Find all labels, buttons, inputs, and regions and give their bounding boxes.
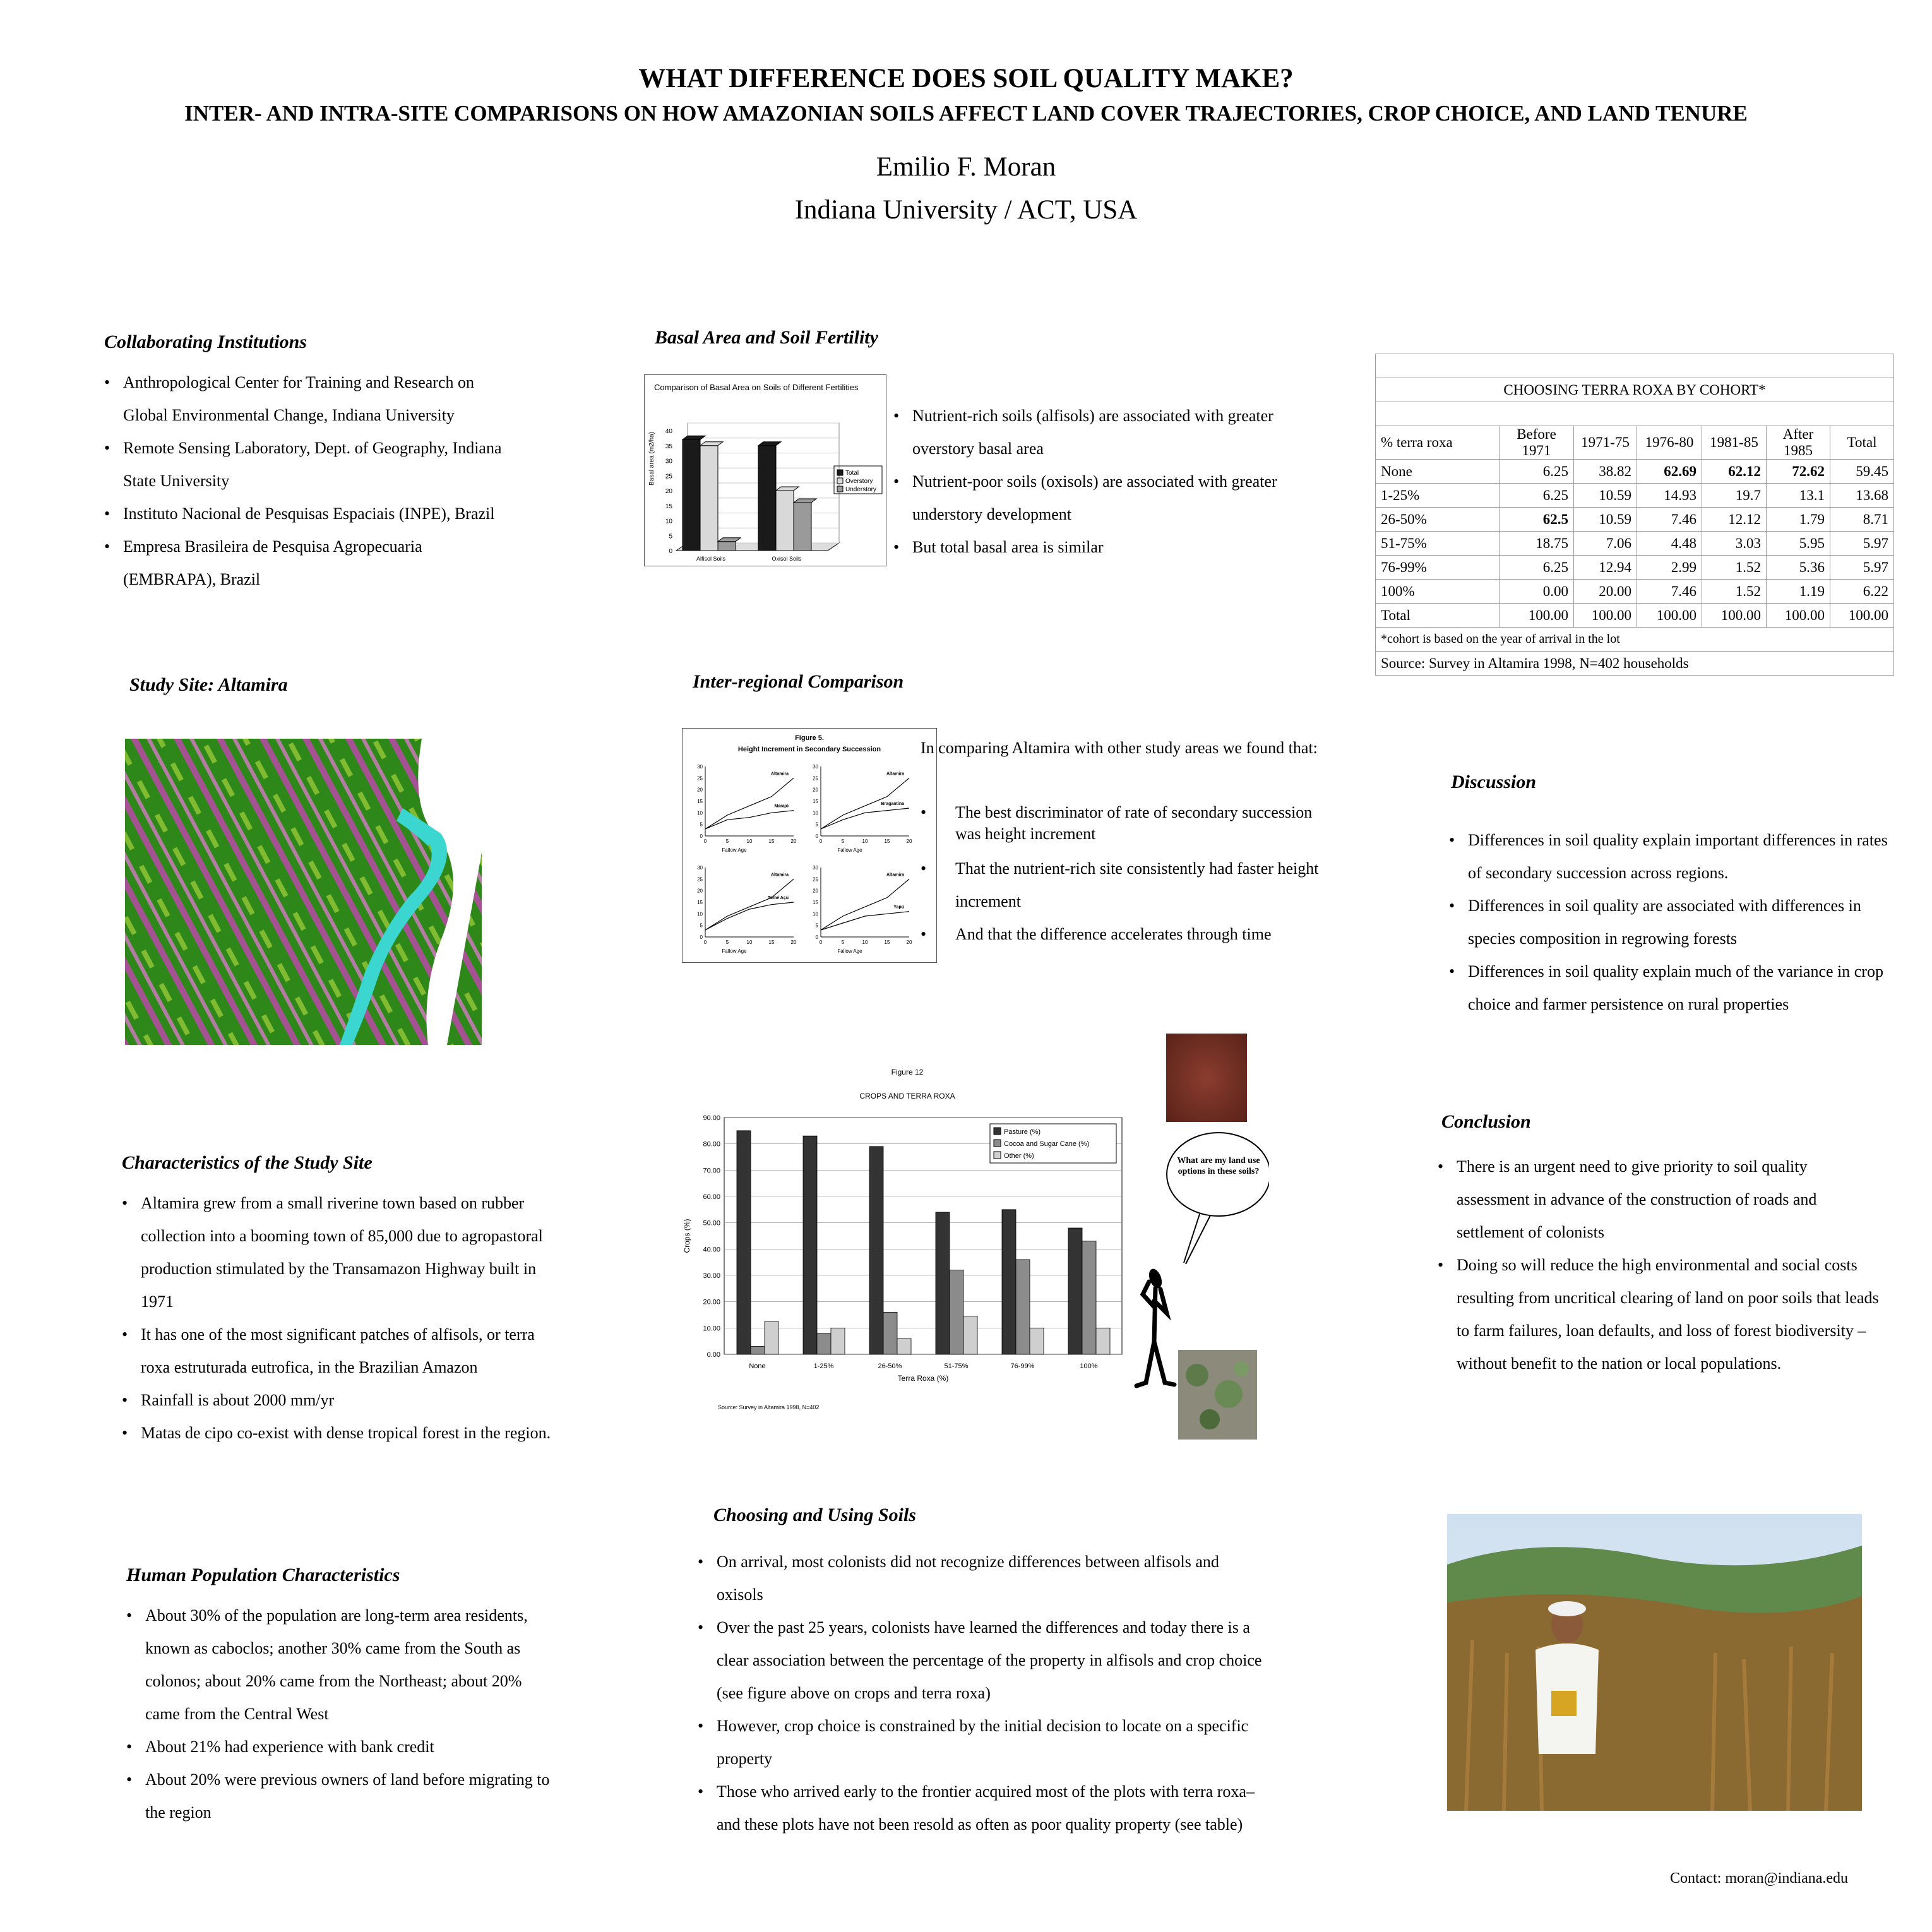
y-tick-label: 30	[697, 865, 703, 871]
characteristics-list	[122, 1187, 551, 1450]
x-axis-label: Terra Roxa (%)	[897, 1374, 949, 1383]
table-cell: 13.68	[1830, 484, 1894, 508]
table-cell: 62.12	[1702, 460, 1767, 484]
x-tick-label: 76-99%	[1010, 1363, 1035, 1370]
y-tick-label: 5	[815, 922, 818, 929]
choosing-heading: Choosing and Using Soils	[713, 1505, 916, 1525]
table-cell: 1.19	[1767, 580, 1830, 604]
basal-heading: Basal Area and Soil Fertility	[655, 327, 878, 348]
x-tick-label: 0	[703, 838, 707, 844]
table-cell: 10.59	[1574, 508, 1637, 532]
x-tick-label: 20	[906, 838, 912, 844]
table-cell: 100.00	[1702, 604, 1767, 628]
inter-intro-text: In comparing Altamira with other study areas we found that:	[921, 739, 1318, 757]
y-tick-label: 20	[813, 888, 818, 894]
table-row	[1376, 604, 1894, 628]
poor-soil-photo	[1178, 1350, 1257, 1440]
x-tick-label: 100%	[1080, 1363, 1098, 1370]
list-item: • But total basal area is similar	[893, 531, 1329, 564]
series-line	[705, 879, 794, 930]
y-tick-label: 80.00	[703, 1140, 720, 1148]
speech-bubble-text: What are my land use options in these soils?	[1177, 1156, 1260, 1176]
conclusion-list	[1438, 1150, 1880, 1380]
legend-swatch	[994, 1140, 1001, 1147]
inter-intro	[921, 737, 1325, 759]
list-item: • Doing so will reduce the high environmental and social costs resulting from uncritical clearing of land on poor soils that leads to farm failures, loan defaults, and loss of forest biodiversity – without benefit to the nation or local populations.	[1438, 1249, 1880, 1380]
red-soil-photo	[1166, 1034, 1247, 1122]
list-item: • On arrival, most colonists did not recognize differences between alfisols and oxisols	[698, 1546, 1222, 1611]
table-cell: 8.71	[1830, 508, 1894, 532]
list-item: • Differences in soil quality explain much of the variance in crop choice and farmer persistence on rural properties	[1449, 955, 1904, 1021]
table-row	[1376, 532, 1894, 556]
table-cell: 5.95	[1767, 532, 1830, 556]
y-tick-label: 10	[697, 810, 703, 816]
list-item: • The best discriminator of rate of secondary succession was height increment	[921, 802, 1325, 845]
table-cell: 5.97	[1830, 556, 1894, 580]
y-tick-label: 15	[665, 503, 672, 510]
y-axis-label: Basal area (m2/ha)	[648, 431, 655, 486]
table-cell: 2.99	[1637, 556, 1702, 580]
bar	[817, 1333, 831, 1354]
table-row	[1376, 508, 1894, 532]
y-tick-label: 5	[815, 821, 818, 828]
discussion-heading: Discussion	[1451, 772, 1537, 792]
bar	[718, 542, 736, 551]
x-tick-label: 10	[746, 939, 753, 945]
cohort-table-source: Source: Survey in Altamira 1998, N=402 households	[1381, 655, 1689, 671]
bar	[737, 1131, 751, 1354]
list-item: • Rainfall is about 2000 mm/yr	[122, 1384, 551, 1417]
table-cell: 10.59	[1574, 484, 1637, 508]
list-item: • Nutrient-rich soils (alfisols) are associated with greater overstory basal area	[893, 400, 1329, 465]
table-header-row	[1376, 426, 1894, 460]
y-tick-label: 30	[665, 458, 672, 465]
list-item: • There is an urgent need to give priority to soil quality assessment in advance of the construction of roads and settlement of colonists	[1438, 1150, 1873, 1249]
table-cell: 26-50%	[1376, 508, 1500, 532]
x-tick-label: 15	[768, 939, 775, 945]
x-tick-label: 20	[906, 939, 912, 945]
x-tick-label: 10	[746, 838, 753, 844]
bar	[883, 1312, 897, 1354]
table-row	[1376, 460, 1894, 484]
y-tick-label: 40	[665, 428, 672, 435]
series-line	[705, 811, 794, 829]
legend-swatch	[837, 478, 843, 484]
list-item: • About 30% of the population are long-term area residents, known as caboclos; another 30% came from the South as colonos; about 20% came from the Northeast; about 20% came from the Central West	[126, 1599, 552, 1731]
y-tick-label: 30.00	[703, 1272, 720, 1280]
x-tick-label: 5	[725, 838, 729, 844]
list-item: • Over the past 25 years, colonists have learned the differences and today there is a clear association between the percentage of the property in alfisols and crop choice (see figure above on crops and terra roxa)	[698, 1611, 1272, 1710]
cohort-table	[1375, 354, 1894, 676]
bar-top	[776, 487, 799, 491]
y-tick-label: 70.00	[703, 1167, 720, 1175]
table-header-cell: 1981-85	[1702, 426, 1767, 460]
list-item: • That the nutrient-rich site consistently had faster height increment	[921, 852, 1325, 918]
x-tick-label: 0	[819, 838, 823, 844]
series-label: Altamira	[886, 772, 904, 777]
population-heading: Human Population Characteristics	[126, 1565, 400, 1585]
list-item: • Matas de cipo co-exist with dense tropical forest in the region.	[122, 1417, 551, 1450]
table-cell: 14.93	[1637, 484, 1702, 508]
bar	[1002, 1210, 1016, 1354]
line-panel	[697, 865, 797, 954]
cohort-table-container	[1375, 354, 1894, 676]
x-tick-label: 0	[703, 939, 707, 945]
bar	[1082, 1241, 1096, 1354]
legend-label: Pasture (%)	[1004, 1128, 1041, 1136]
table-cell: 7.06	[1574, 532, 1637, 556]
y-axis-label: Crops (%)	[683, 1219, 691, 1253]
bar	[683, 439, 700, 551]
figure-title: Figure 5.	[795, 734, 824, 742]
x-axis-label: Fallow Age	[722, 948, 747, 954]
choosing-list	[698, 1546, 1272, 1841]
series-line	[705, 778, 794, 829]
line-panel	[813, 764, 912, 853]
series-label: Bragantina	[881, 802, 904, 806]
table-cell: 0.00	[1500, 580, 1574, 604]
x-tick-label: 20	[790, 838, 797, 844]
y-tick-label: 30	[813, 764, 818, 770]
table-cell: 6.25	[1500, 484, 1574, 508]
y-tick-label: 15	[813, 799, 818, 804]
figure-subtitle: Height Increment in Secondary Succession	[737, 746, 881, 753]
list-item: • About 20% were previous owners of land before migrating to the region	[126, 1763, 552, 1829]
bar	[776, 491, 794, 551]
bar	[1016, 1260, 1030, 1354]
bar	[1096, 1328, 1110, 1354]
legend-swatch	[837, 486, 843, 492]
bar	[700, 446, 718, 551]
table-header-cell: Before 1971	[1500, 426, 1574, 460]
contact-email: Contact: moran@indiana.edu	[1670, 1870, 1849, 1887]
bar	[765, 1321, 778, 1354]
y-tick-label: 15	[697, 900, 703, 905]
legend-label: Cocoa and Sugar Cane (%)	[1004, 1140, 1090, 1148]
x-axis-label: Fallow Age	[722, 847, 747, 853]
table-cell: 100%	[1376, 580, 1500, 604]
x-tick-label: 51-75%	[944, 1363, 969, 1370]
table-cell: 6.25	[1500, 460, 1574, 484]
list-item: • Nutrient-poor soils (oxisols) are associated with greater understory development	[893, 465, 1329, 531]
series-label: Yapú	[893, 905, 904, 910]
table-row	[1376, 556, 1894, 580]
list-item: • Remote Sensing Laboratory, Dept. of Geography, Indiana State University	[104, 432, 515, 498]
list-item: • And that the difference accelerates through time	[921, 918, 1325, 951]
legend-label: Other (%)	[1004, 1152, 1034, 1160]
y-tick-label: 30	[697, 764, 703, 770]
table-cell: 7.46	[1637, 508, 1702, 532]
bar	[758, 446, 776, 551]
legend-swatch	[994, 1152, 1001, 1159]
table-cell: 19.7	[1702, 484, 1767, 508]
y-tick-label: 0	[669, 548, 672, 555]
inter-list	[921, 802, 1325, 951]
legend-swatch	[837, 470, 843, 475]
table-cell: 72.62	[1767, 460, 1830, 484]
cohort-table-title: CHOOSING TERRA ROXA BY COHORT*	[1503, 381, 1766, 398]
list-item: • Instituto Nacional de Pesquisas Espaciais (INPE), Brazil	[104, 498, 515, 530]
collab-list	[104, 366, 515, 596]
y-tick-label: 15	[813, 900, 818, 905]
discussion-list	[1449, 824, 1904, 1021]
x-tick-label: None	[749, 1363, 766, 1370]
y-tick-label: 30	[813, 865, 818, 871]
table-cell: 38.82	[1574, 460, 1637, 484]
chart-title: CROPS AND TERRA ROXA	[859, 1092, 955, 1100]
x-tick-label: 1-25%	[813, 1363, 834, 1370]
y-tick-label: 25	[697, 775, 703, 782]
x-tick-label: 15	[768, 838, 775, 844]
x-tick-label: 26-50%	[878, 1363, 902, 1370]
table-cell: 100.00	[1767, 604, 1830, 628]
table-header-cell: After 1985	[1767, 426, 1830, 460]
x-tick-label: 20	[790, 939, 797, 945]
y-tick-label: 10	[697, 911, 703, 917]
conclusion-heading: Conclusion	[1441, 1111, 1531, 1132]
table-cell: 1.52	[1702, 580, 1767, 604]
table-cell: 5.97	[1830, 532, 1894, 556]
y-tick-label: 20	[665, 488, 672, 495]
y-tick-label: 20	[697, 787, 703, 793]
study-site-heading: Study Site: Altamira	[129, 674, 288, 695]
table-cell: 59.45	[1830, 460, 1894, 484]
inter-heading: Inter-regional Comparison	[693, 671, 904, 692]
table-cell: 12.94	[1574, 556, 1637, 580]
crops-chart	[671, 1061, 1150, 1427]
bar-top	[683, 436, 705, 439]
chart-title: Comparison of Basal Area on Soils of Different Fertilities	[654, 383, 859, 392]
bar-top	[758, 442, 781, 446]
bar	[1030, 1328, 1044, 1354]
figure-title: Figure 12	[891, 1068, 924, 1076]
y-tick-label: 50.00	[703, 1219, 720, 1227]
y-tick-label: 20	[813, 787, 818, 793]
series-label: Altamira	[886, 873, 904, 878]
bar	[794, 503, 811, 551]
series-label: Altamira	[770, 873, 789, 878]
x-tick-label: Oxisol Soils	[772, 556, 802, 562]
poster-subtitle: INTER- AND INTRA-SITE COMPARISONS ON HOW AMAZONIAN SOILS AFFECT LAND COVER TRAJECTORIES, CROP CHOICE, AND LAND TENURE	[184, 101, 1748, 126]
y-tick-label: 0.00	[707, 1351, 720, 1359]
cohort-table-note: *cohort is based on the year of arrival in the lot	[1381, 632, 1620, 646]
table-cell: 6.25	[1500, 556, 1574, 580]
line-panel	[813, 865, 912, 954]
table-cell: 12.12	[1702, 508, 1767, 532]
x-tick-label: 5	[841, 838, 845, 844]
y-tick-label: 5	[700, 821, 703, 828]
series-label: Marajó	[774, 804, 789, 809]
table-cell: 100.00	[1637, 604, 1702, 628]
y-tick-label: 0	[700, 934, 703, 940]
bar	[963, 1316, 977, 1354]
population-list	[126, 1599, 552, 1829]
y-tick-label: 25	[665, 473, 672, 480]
table-header-cell: 1971-75	[1574, 426, 1637, 460]
y-tick-label: 25	[813, 775, 818, 782]
table-cell: 1-25%	[1376, 484, 1500, 508]
table-cell: 76-99%	[1376, 556, 1500, 580]
bar-top	[700, 442, 723, 446]
farmer-field-photo	[1447, 1514, 1862, 1811]
table-cell: 62.5	[1500, 508, 1574, 532]
table-cell: 18.75	[1500, 532, 1574, 556]
satellite-image	[125, 739, 482, 1045]
list-item: • Differences in soil quality are associated with differences in species composition in regrowing forests	[1449, 890, 1904, 955]
y-tick-label: 0	[815, 833, 818, 839]
list-item: • Empresa Brasileira de Pesquisa Agropecuaria (EMBRAPA), Brazil	[104, 530, 515, 596]
legend-label: Understory	[845, 486, 876, 493]
series-line	[821, 808, 909, 829]
bar-top	[794, 499, 816, 503]
y-tick-label: 0	[815, 934, 818, 940]
y-tick-label: 25	[697, 876, 703, 883]
y-tick-label: 5	[700, 922, 703, 929]
y-tick-label: 20.00	[703, 1298, 720, 1306]
basal-list	[893, 400, 1329, 564]
list-item: • Anthropological Center for Training and Research on Global Environmental Change, Indiana University	[104, 366, 515, 432]
list-item: • It has one of the most significant patches of alfisols, or terra roxa estruturada eutrofica, in the Brazilian Amazon	[122, 1318, 551, 1384]
bar	[803, 1136, 817, 1354]
x-tick-label: 0	[819, 939, 823, 945]
table-cell: 4.48	[1637, 532, 1702, 556]
y-tick-label: 0	[700, 833, 703, 839]
characteristics-heading: Characteristics of the Study Site	[122, 1152, 373, 1173]
table-cell: 100.00	[1500, 604, 1574, 628]
x-axis-label: Fallow Age	[837, 948, 862, 954]
list-item: • However, crop choice is constrained by the initial decision to locate on a specific property	[698, 1710, 1253, 1775]
y-tick-label: 10	[665, 518, 672, 525]
bar	[869, 1147, 883, 1354]
author-affiliation: Indiana University / ACT, USA	[794, 195, 1138, 225]
table-header-cell: Total	[1830, 426, 1894, 460]
table-cell: 13.1	[1767, 484, 1830, 508]
table-cell: 51-75%	[1376, 532, 1500, 556]
legend-label: Total	[845, 470, 859, 477]
y-tick-label: 10	[813, 911, 818, 917]
bar	[950, 1270, 963, 1354]
list-item: • Differences in soil quality explain important differences in rates of secondary succession across regions.	[1449, 824, 1904, 890]
bar	[751, 1347, 765, 1355]
table-row	[1376, 484, 1894, 508]
x-tick-label: 10	[862, 939, 868, 945]
y-tick-label: 90.00	[703, 1114, 720, 1122]
series-label: Tomé Açu	[767, 896, 789, 900]
table-row	[1376, 580, 1894, 604]
table-cell: None	[1376, 460, 1500, 484]
legend-swatch	[994, 1128, 1001, 1135]
x-tick-label: 5	[841, 939, 845, 945]
chart-source: Source: Survey in Altamira 1998, N=402	[718, 1404, 820, 1410]
y-tick-label: 60.00	[703, 1193, 720, 1201]
table-cell: 7.46	[1637, 580, 1702, 604]
y-tick-label: 40.00	[703, 1246, 720, 1254]
x-axis-label: Fallow Age	[837, 847, 862, 853]
poster-title: WHAT DIFFERENCE DOES SOIL QUALITY MAKE?	[638, 64, 1294, 93]
y-tick-label: 25	[813, 876, 818, 883]
table-cell: 6.22	[1830, 580, 1894, 604]
y-tick-label: 10	[813, 810, 818, 816]
x-tick-label: 15	[884, 939, 890, 945]
collab-heading: Collaborating Institutions	[104, 331, 307, 352]
bar	[831, 1328, 845, 1354]
series-line	[821, 879, 909, 930]
series-label: Altamira	[770, 772, 789, 777]
author-name: Emilio F. Moran	[876, 152, 1056, 182]
y-tick-label: 5	[669, 533, 672, 540]
series-line	[821, 912, 909, 930]
table-cell: 5.36	[1767, 556, 1830, 580]
table-header-cell: 1976-80	[1637, 426, 1702, 460]
list-item: • About 21% had experience with bank credit	[126, 1731, 552, 1763]
bar-top	[718, 538, 741, 542]
table-cell: Total	[1376, 604, 1500, 628]
basal-area-chart	[644, 374, 886, 566]
table-cell: 1.52	[1702, 556, 1767, 580]
y-tick-label: 35	[665, 443, 672, 450]
table-cell: 3.03	[1702, 532, 1767, 556]
series-line	[705, 902, 794, 930]
bar	[936, 1212, 950, 1354]
x-tick-label: Alfisol Soils	[696, 556, 726, 562]
bar	[1068, 1228, 1082, 1354]
height-increment-figure	[682, 728, 937, 963]
y-tick-label: 15	[697, 799, 703, 804]
table-cell: 62.69	[1637, 460, 1702, 484]
bar	[897, 1339, 911, 1354]
table-cell: 100.00	[1830, 604, 1894, 628]
x-tick-label: 10	[862, 838, 868, 844]
y-tick-label: 10.00	[703, 1325, 720, 1333]
list-item: • Altamira grew from a small riverine town based on rubber collection into a booming town of 85,000 due to agropastoral production stimulated by the Transamazon Highway built in 1971	[122, 1187, 551, 1318]
legend-label: Overstory	[845, 478, 873, 485]
x-tick-label: 15	[884, 838, 890, 844]
table-cell: 100.00	[1574, 604, 1637, 628]
line-panel	[697, 764, 797, 853]
x-tick-label: 5	[725, 939, 729, 945]
list-item: • Those who arrived early to the frontier acquired most of the plots with terra roxa– and these plots have not been resold as often as poor quality property (see table)	[698, 1775, 1260, 1841]
table-cell: 1.79	[1767, 508, 1830, 532]
y-tick-label: 20	[697, 888, 703, 894]
table-header-cell: % terra roxa	[1376, 426, 1500, 460]
table-cell: 20.00	[1574, 580, 1637, 604]
